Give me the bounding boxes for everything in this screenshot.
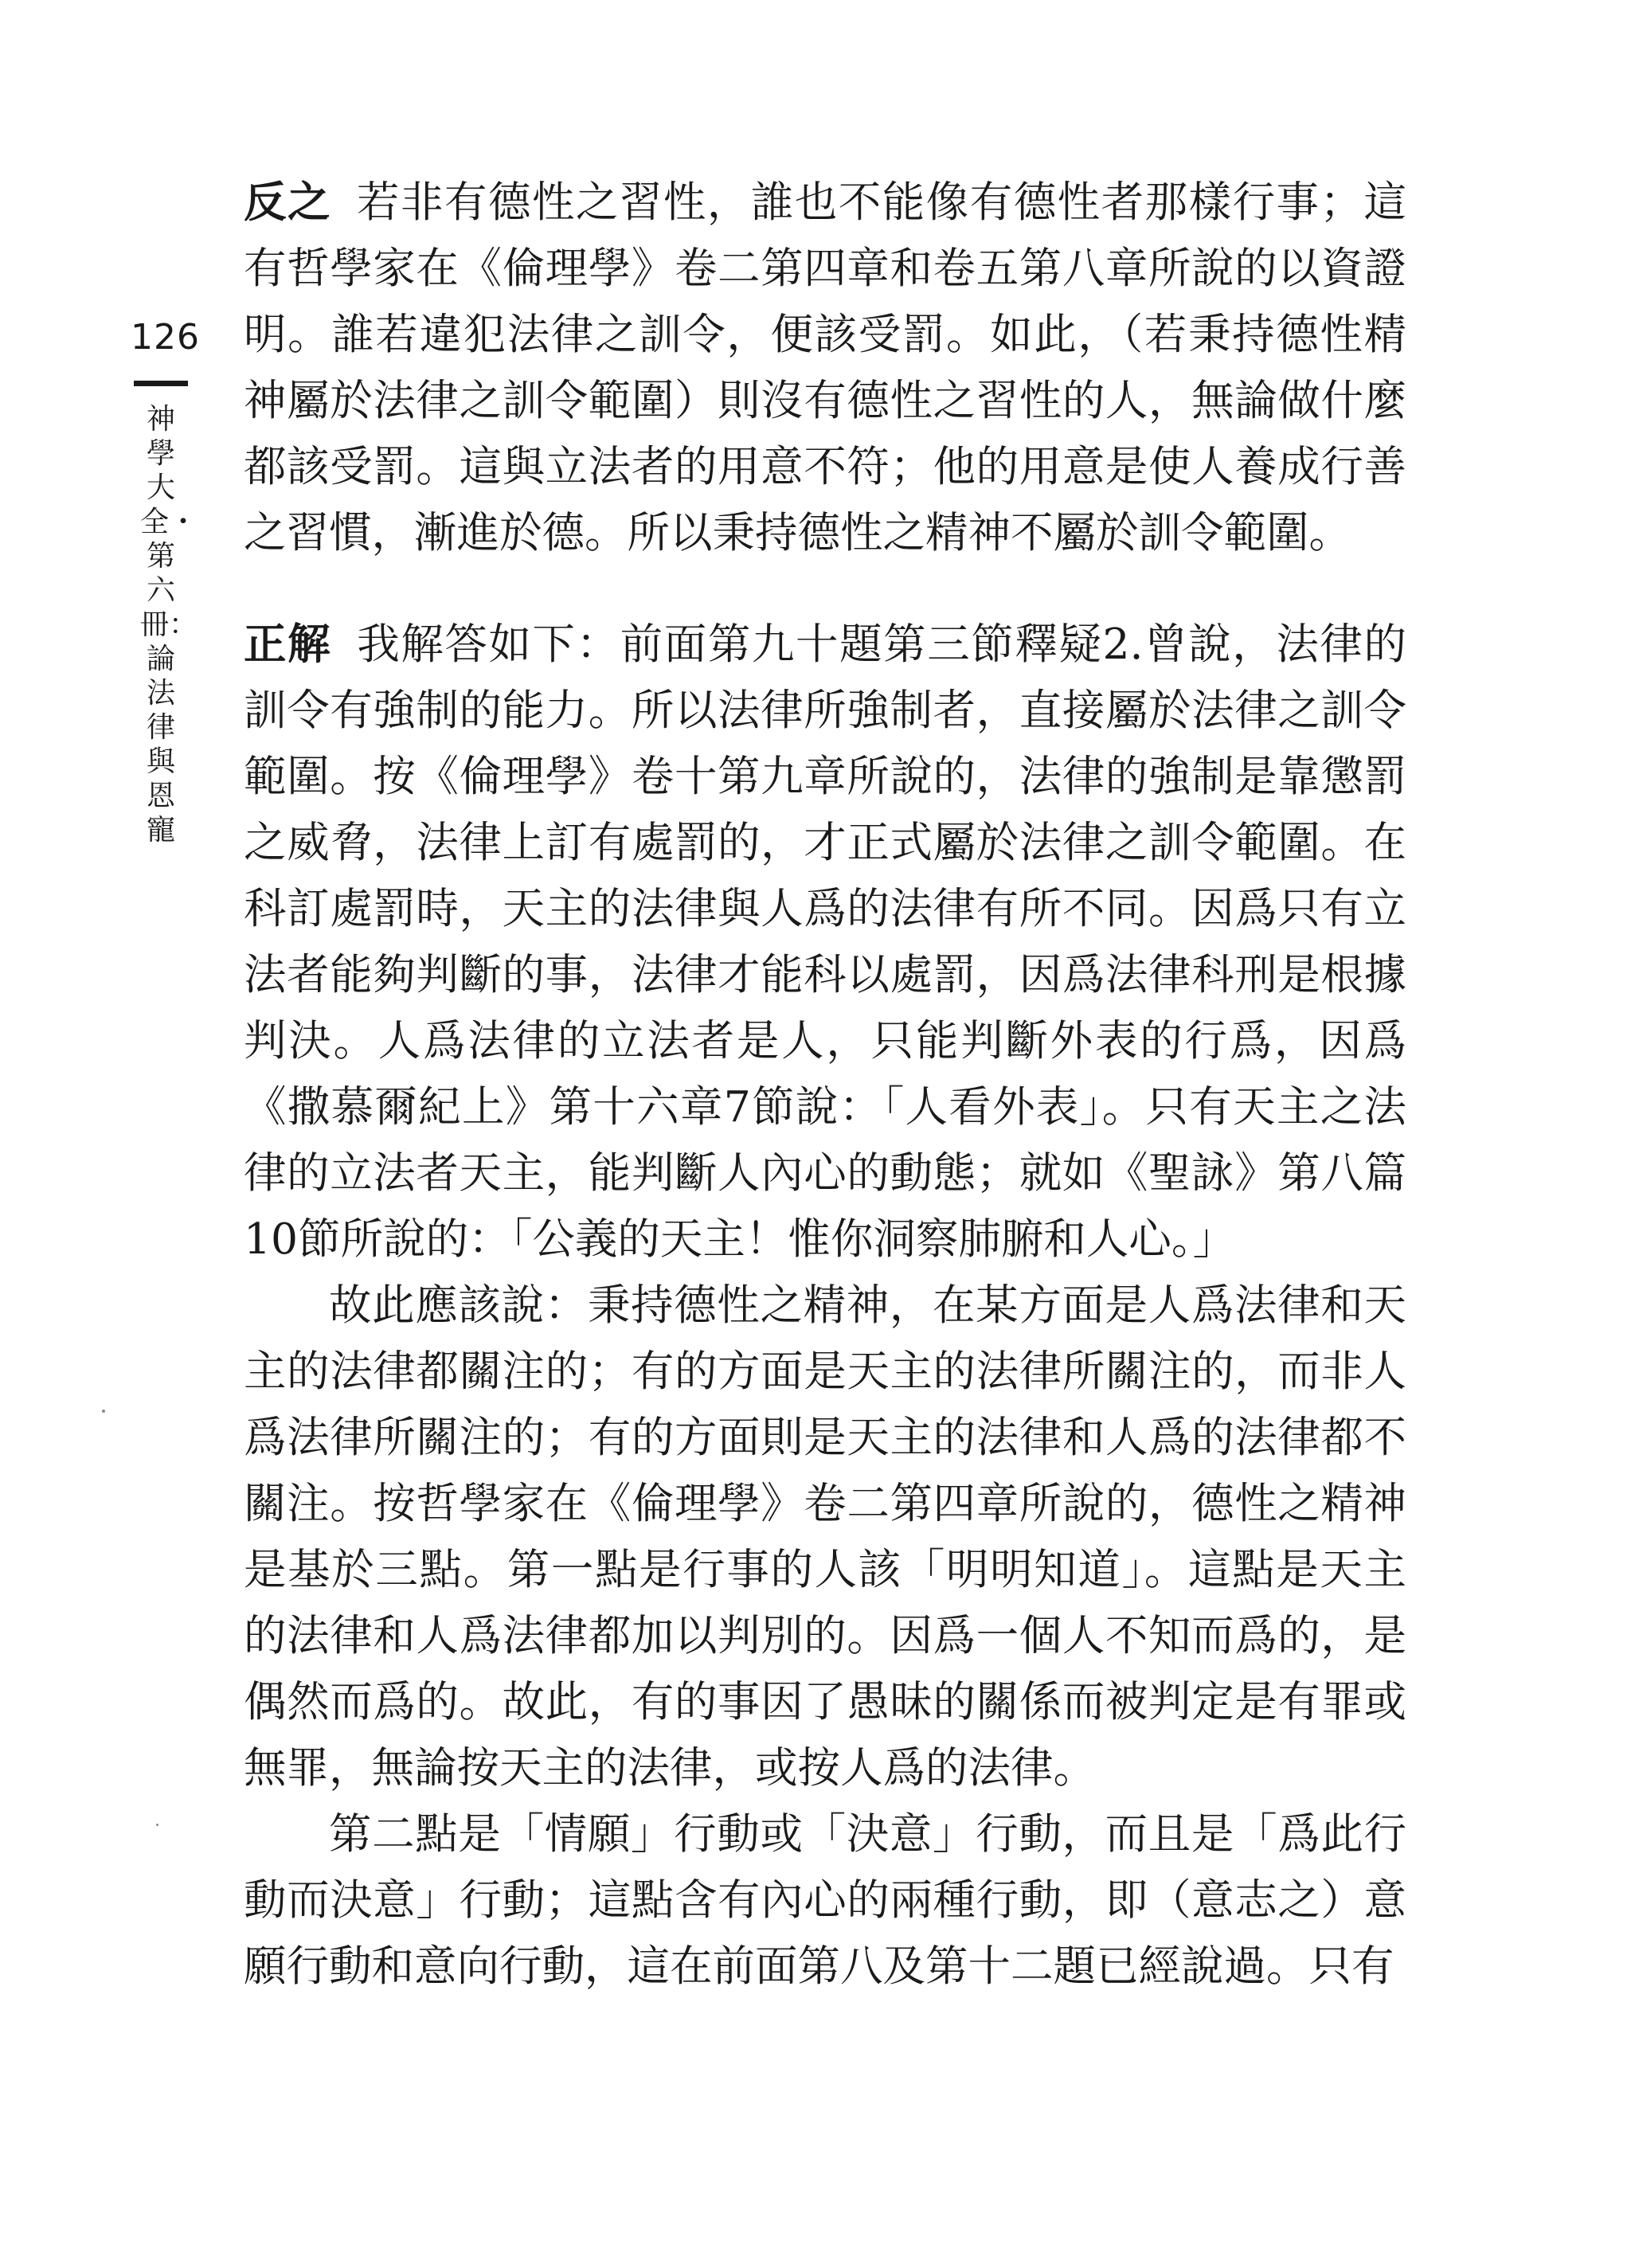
paragraph-objection xyxy=(244,169,1406,565)
side-rule xyxy=(134,381,188,386)
paragraph-lead-fanzhi: 反之 xyxy=(244,177,331,227)
stray-speck xyxy=(156,1824,158,1826)
paragraph-text: 我解答如下：前面第九十題第三節釋疑2.曾說，法律的訓令有強制的能力。所以法律所強制者，直接屬於法律之訓令範圍。按《倫理學》卷十第九章所說的，法律的強制是靠懲罰之威脅，法律上訂有處罰的，才正式屬於法律之訓令範圍。在科訂處罰時，天主的法律與人爲的法律有所不同。因爲只有立法者能夠判斷的事，法律才能科以處罰，因爲法律科刑是根據判決。人爲法律的立法者是人，只能判斷外表的行爲，因爲《撒慕爾紀上》第十六章7節說：「人看外表」。只有天主之法律的立法者天主，能判斷人內心的動態；就如《聖詠》第八篇10節所說的：「公義的天主！惟你洞察肺腑和人心。」 xyxy=(244,619,1407,1264)
paragraph-text: 若非有德性之習性，誰也不能像有德性者那樣行事；這有哲學家在《倫理學》卷二第四章和卷五第八章所說的以資證明。誰若違犯法律之訓令，便該受罰。如此，（若秉持德性精神屬於法律之訓令範圍）則沒有德性之習性的人，無論做什麼都該受罰。這與立法者的用意不符；他的用意是使人養成行善之習慣，漸進於德。所以秉持德性之精神不屬於訓令範圍。 xyxy=(244,177,1406,557)
paragraph-lead-zhengjie: 正解 xyxy=(244,619,332,669)
page-number: 126 xyxy=(131,317,200,358)
text-body xyxy=(244,169,1406,1999)
paragraph-conclusion: 故此應該說：秉持德性之精神，在某方面是人爲法律和天主的法律都關注的；有的方面是天主的法律所關注的，而非人爲法律所關注的；有的方面則是天主的法律和人爲的法律都不關注。按哲學家在《倫理學》卷二第四章所說的，德性之精神是基於三點。第一點是行事的人該「明明知道」。這點是天主的法律和人爲法律都加以判別的。因爲一個人不知而爲的，是偶然而爲的。故此，有的事因了愚昧的關係而被判定是有罪或無罪，無論按天主的法律，或按人爲的法律。 xyxy=(244,1280,1406,1793)
paragraph-second-point: 第二點是「情願」行動或「決意」行動，而且是「爲此行動而決意」行動；這點含有內心的兩種行動，即（意志之）意願行動和意向行動，這在前面第八及第十二題已經說過。只有 xyxy=(244,1809,1406,1991)
running-head: 神學大全・第六冊：論法律與恩寵 xyxy=(140,403,198,847)
stray-speck xyxy=(102,1410,105,1413)
paragraph-answer xyxy=(244,611,1406,1272)
